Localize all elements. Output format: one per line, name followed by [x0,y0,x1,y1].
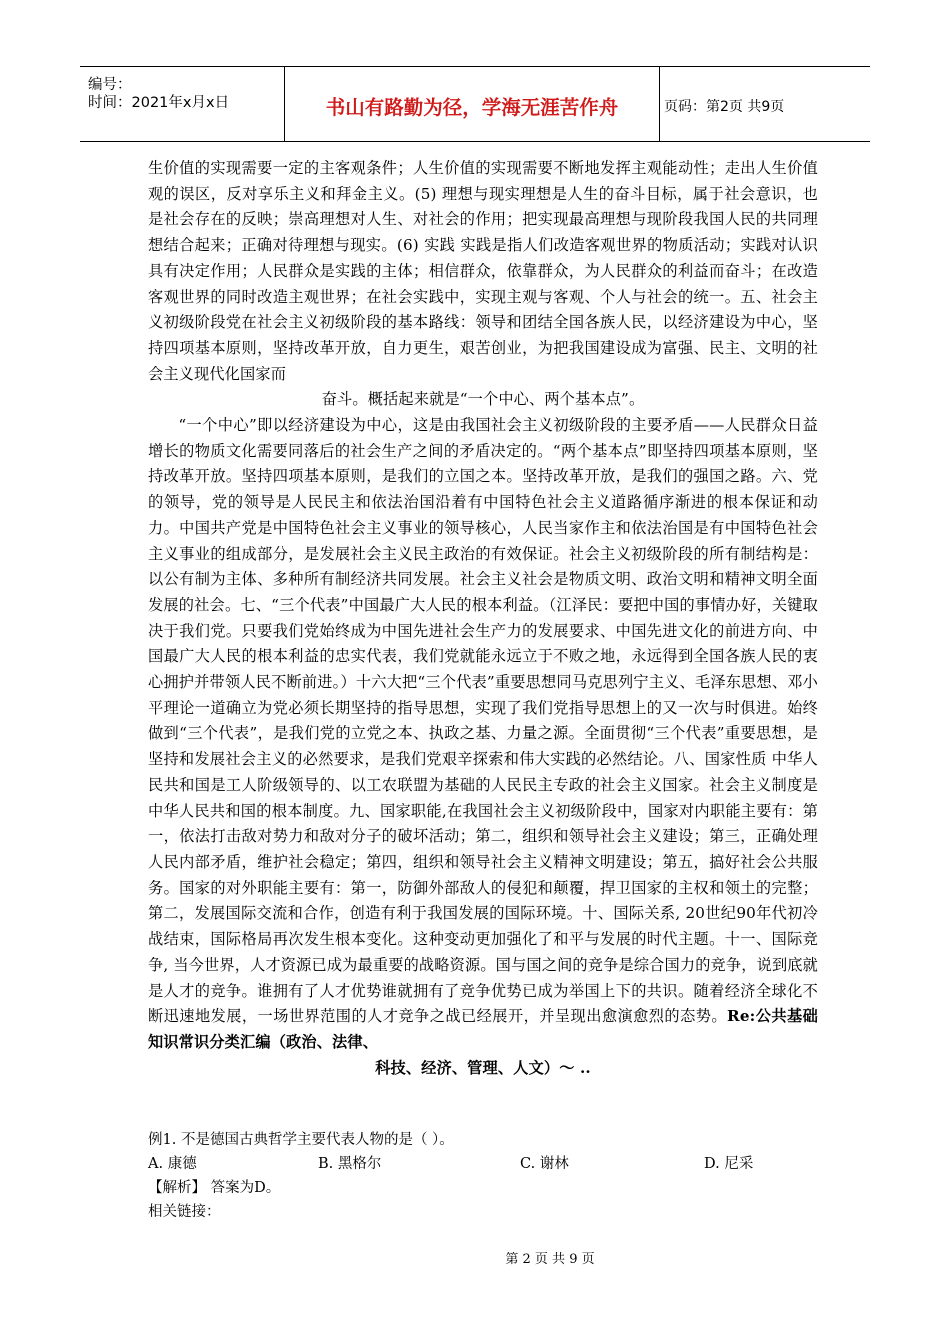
section-heading: Re:公共基础知识常识分类汇编（政治、法律、 [148,1007,818,1051]
question-block [148,1128,818,1224]
related-link-label: 相关链接： [148,1204,221,1220]
header-page-cell [662,67,870,141]
paragraph: 生价值的实现需要一定的主客观条件；人生价值的实现需要不断地发挥主观能动性；走出人生价值观的误区，反对享乐主义和拜金主义。(5) 理想与现实理想是人生的奋斗目标，属于社会意识，也是社会存在的反映；崇高理想对人生、对社会的作用；把实现最高理想与现阶段我国人民的共同理想结合起来；正确对待理想与现实。(6) 实践 实践是指人们改造客观世界的物质活动；实践对认识具有决定作用；人民群众是实践的主体；相信群众，依靠群众，为人民群众的利益而奋斗；在改造客观世界的同时改造主观世界；在社会实践中，实现主观与客观、个人与社会的统一。五、社会主义初级阶段党在社会主义初级阶段的基本路线：领导和团结全国各族人民，以经济建设为中心，坚持四项基本原则，坚持改革开放，自力更生，艰苦创业，为把我国建设成为富强、民主、文明的社会主义现代化国家而 [148,159,818,383]
question-analysis: 【解析】 答案为D。 [148,1180,281,1196]
document-body [148,156,818,1081]
header-motto-cell [284,67,660,141]
option-a: A. 康德 [148,1156,197,1172]
option-d: D. 尼采 [704,1156,754,1172]
page-footer [0,1248,950,1267]
footer-page-number: 第 2 页 共 9 页 [505,1252,595,1267]
option-c: C. 谢林 [520,1156,569,1172]
option-b: B. 黑格尔 [318,1156,382,1172]
paragraph-text: “一个中心”即以经济建设为中心，这是由我国社会主义初级阶段的主要矛盾——人民群众日益增长的物质文化需要同落后的社会生产之间的矛盾决定的。“两个基本点”即坚持四项基本原则，坚持改革开放。坚持四项基本原则，是我们的立国之本。坚持改革开放，是我们的强国之路。六、党的领导，党的领导是人民民主和依法治国沿着有中国特色社会主义道路循序渐进的根本保证和动力。中国共产党是中国特色社会主义事业的领导核心，人民当家作主和依法治国是有中国特色社会主义事业的组成部分，是发展社会主义民主政治的有效保证。社会主义初级阶段的所有制结构是：以公有制为主体、多种所有制经济共同发展。社会主义社会是物质文明、政治文明和精神文明全面发展的社会。七、“三个代表”中国最广大人民的根本利益。（江泽民：要把中国的事情办好，关键取决于我们党。只要我们党始终成为中国先进社会生产力的发展要求、中国先进文化的前进方向、中国最广大人民的根本利益的忠实代表，我们党就能永远立于不败之地，永远得到全国各族人民的衷心拥护并带领人民不断前进。）十六大把“三个代表”重要思想同马克思列宁主义、毛泽东思想、邓小平理论一道确立为党必须长期坚持的指导思想，实现了我们党指导思想上的又一次与时俱进。始终做到“三个代表”，是我们党的立党之本、执政之基、力量之源。全面贯彻“三个代表”重要思想，是坚持和发展社会主义的必然要求，是我们党艰辛探索和伟大实践的必然结论。八、国家性质 中华人民共和国是工人阶级领导的、以工农联盟为基础的人民民主专政的社会主义国家。社会主义制度是中华人民共和国的根本制度。九、国家职能,在我国社会主义初级阶段中，国家对内职能主要有：第一，依法打击敌对势力和敌对分子的破坏活动；第二，组织和领导社会主义建设；第三，正确处理人民内部矛盾，维护社会稳定；第四，组织和领导社会主义精神文明建设；第五，搞好社会公共服务。国家的对外职能主要有：第一，防御外部敌人的侵犯和颠覆，捍卫国家的主权和领土的完整；第二，发展国际交流和合作，创造有利于我国发展的国际环境。十、国际关系, 20世纪90年代初冷战结束，国际格局再次发生根本变化。这种变动更加强化了和平与发展的时代主题。十一、国际竞争, 当今世界，人才资源已成为最重要的战略资源。国与国之间的竞争是综合国力的竞争，说到底就是人才的竞争。谁拥有了人才优势谁就拥有了竞争优势已成为举国上下的共识。随着经济全球化不断迅速地发展，一场世界范围的人才竞争之战已经展开，并呈现出愈演愈烈的态势。 [148,416,818,1026]
section-heading-cont: 科技、经济、管理、人文）～ .. [375,1058,591,1077]
header-page-info: 页码：第2页 共9页 [664,99,785,115]
doc-number-label: 编号： [88,77,132,93]
page-header [80,66,870,142]
paragraph [148,413,818,1056]
doc-date: 时间：2021年x月x日 [88,95,230,111]
header-meta [80,67,284,141]
question-stem: 例1. 不是德国古典哲学主要代表人物的是（ ）。 [148,1132,454,1148]
paragraph-end-line: 奋斗。概括起来就是“一个中心、两个基本点”。 [321,390,645,409]
question-options [148,1152,818,1176]
header-motto: 书山有路勤为径，学海无涯苦作舟 [325,96,619,119]
